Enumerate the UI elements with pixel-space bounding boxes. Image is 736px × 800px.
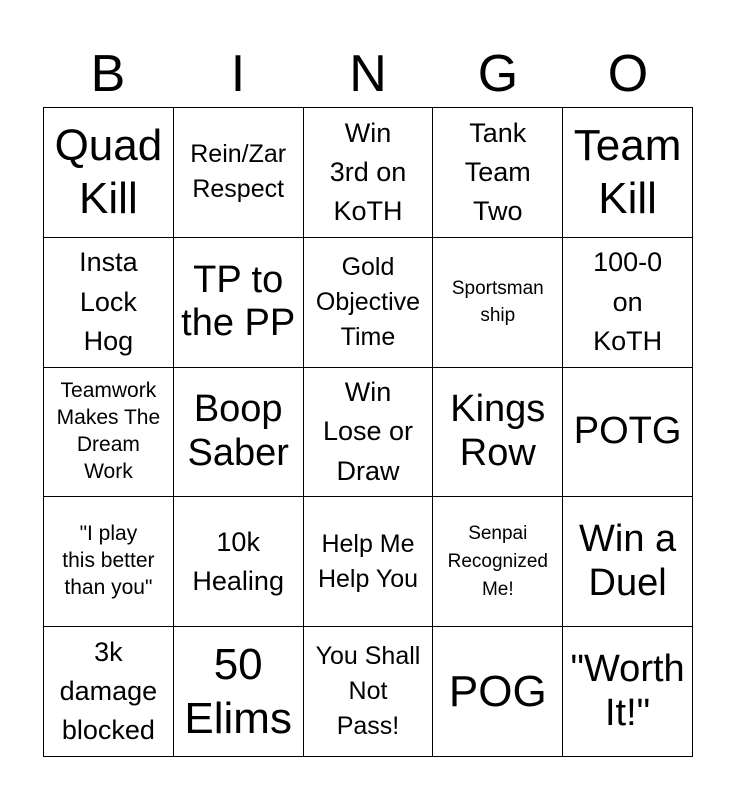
cell-text: Kings Row [450,388,546,474]
cell-text: Sportsman ship [451,277,544,327]
cell-text: 10k Healing [192,526,284,596]
header-letter-o: O [607,45,649,103]
bingo-cell-i5[interactable] [174,627,304,757]
bingo-cell-g3[interactable] [433,368,563,498]
cell-text: 100-0 on KoTH [593,247,663,356]
bingo-cell-o3[interactable] [563,368,693,498]
cell-text: Team Kill [573,120,682,224]
bingo-cell-b4[interactable] [44,497,174,627]
cell-text: Teamwork Makes The Dream Work [56,379,161,483]
cell-text: Help Me Help You [317,529,419,593]
cell-text: Quad Kill [54,120,163,224]
bingo-cell-b1[interactable] [44,108,174,238]
cell-text: You Shall Not Pass! [315,642,421,741]
bingo-cell-b3[interactable] [44,368,174,498]
bingo-cell-o2[interactable] [563,238,693,368]
cell-text: Tank Team Two [464,117,531,226]
cell-text: POG [448,666,547,716]
cell-text: TP to the PP [181,258,296,345]
bingo-board [43,107,693,757]
cell-text: Gold Objective Time [315,252,421,351]
bingo-cell-g5[interactable] [433,627,563,757]
bingo-cell-g4[interactable] [433,497,563,627]
bingo-cell-i1[interactable] [174,108,304,238]
bingo-cell-i2[interactable] [174,238,304,368]
bingo-cell-n4[interactable] [304,497,434,627]
cell-text: POTG [573,410,682,453]
header-letter-g: G [477,45,519,103]
bingo-cell-g1[interactable] [433,108,563,238]
cell-text: "I play this better than you" [62,522,155,600]
cell-text: Win 3rd on KoTH [329,117,407,226]
bingo-cell-n5[interactable] [304,627,434,757]
bingo-cell-i4[interactable] [174,497,304,627]
cell-text: 50 Elims [184,639,292,743]
header-letter-n: N [349,45,387,103]
bingo-cell-n2[interactable] [304,238,434,368]
bingo-cell-n3[interactable] [304,368,434,498]
bingo-cell-o4[interactable] [563,497,693,627]
bingo-cell-b5[interactable] [44,627,174,757]
bingo-cell-i3[interactable] [174,368,304,498]
bingo-cell-o1[interactable] [563,108,693,238]
cell-text: Win Lose or Draw [322,377,414,486]
header-letter-i: I [230,45,246,103]
cell-text: Rein/Zar Respect [190,140,287,204]
cell-text: "Worth It!" [570,647,685,734]
cell-text: Boop Saber [187,388,289,474]
bingo-cell-b2[interactable] [44,238,174,368]
cell-text: Win a Duel [579,518,677,604]
bingo-cell-o5[interactable] [563,627,693,757]
cell-text: 3k damage blocked [59,636,158,746]
cell-text: Senpai Recognized Me! [447,523,548,600]
bingo-header [43,42,693,106]
cell-text: Insta Lock Hog [79,247,138,356]
bingo-cell-n1[interactable] [304,108,434,238]
bingo-cell-g2[interactable] [433,238,563,368]
header-letter-b: B [90,45,126,103]
